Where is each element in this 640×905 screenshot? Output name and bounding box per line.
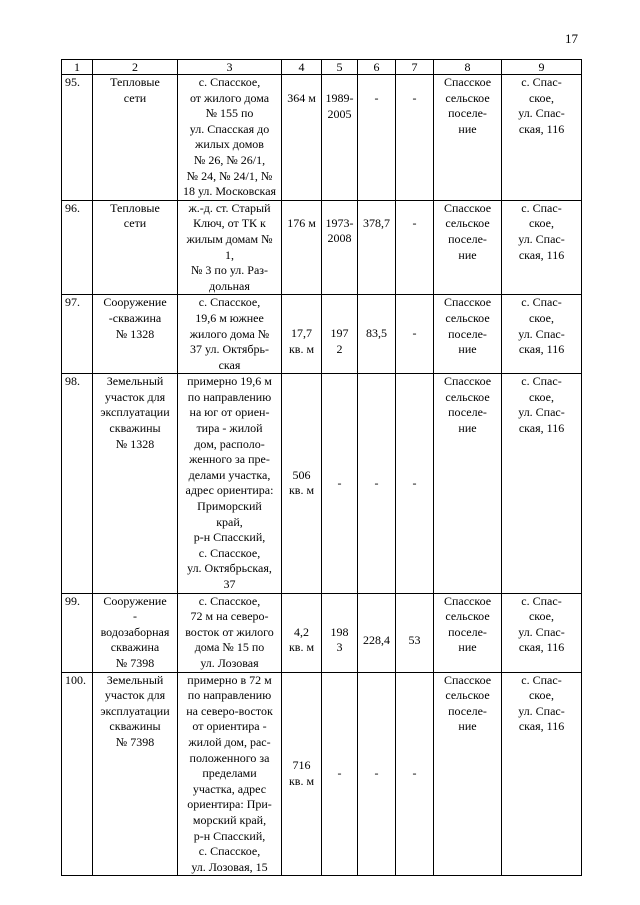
table-row xyxy=(62,75,582,201)
object-name: Сооружение -скважина № 1328 xyxy=(93,295,178,374)
column-header: 1 xyxy=(62,60,93,75)
column-header: 8 xyxy=(434,60,502,75)
column-header: 3 xyxy=(178,60,282,75)
object-location: с. Спасское, 19,6 м южнее жилого дома № 37 ул. Октябрь- ская xyxy=(178,295,282,374)
object-size: 506 кв. м xyxy=(282,374,322,593)
object-size: 716 кв. м xyxy=(282,672,322,876)
column-6-value: 378,7 xyxy=(358,200,396,295)
owner: Спасское сельское поселе- ние xyxy=(434,200,502,295)
owner: Спасское сельское поселе- ние xyxy=(434,672,502,876)
object-name: Земельный участок для эксплуатации скважины № 7398 xyxy=(93,672,178,876)
column-6-value: 83,5 xyxy=(358,295,396,374)
object-size: 176 м xyxy=(282,200,322,295)
column-6-value: - xyxy=(358,374,396,593)
owner-address: с. Спас- ское, ул. Спас- ская, 116 xyxy=(502,295,582,374)
owner-address: с. Спас- ское, ул. Спас- ская, 116 xyxy=(502,374,582,593)
table-row xyxy=(62,295,582,374)
object-year: 198 3 xyxy=(322,593,358,672)
object-size: 4,2 кв. м xyxy=(282,593,322,672)
owner: Спасское сельское поселе- ние xyxy=(434,593,502,672)
column-header: 9 xyxy=(502,60,582,75)
column-6-value: 228,4 xyxy=(358,593,396,672)
column-7-value: - xyxy=(396,295,434,374)
column-header: 2 xyxy=(93,60,178,75)
row-number: 95. xyxy=(62,75,93,201)
table-row xyxy=(62,672,582,876)
row-number: 98. xyxy=(62,374,93,593)
table-row xyxy=(62,200,582,295)
row-number: 99. xyxy=(62,593,93,672)
table-row xyxy=(62,374,582,593)
object-name: Земельный участок для эксплуатации скважины № 1328 xyxy=(93,374,178,593)
column-header: 5 xyxy=(322,60,358,75)
owner: Спасское сельское поселе- ние xyxy=(434,295,502,374)
table-row xyxy=(62,593,582,672)
object-location: с. Спасское, 72 м на северо- восток от жилого дома № 15 по ул. Лозовая xyxy=(178,593,282,672)
column-header: 4 xyxy=(282,60,322,75)
column-7-value: 53 xyxy=(396,593,434,672)
column-7-value: - xyxy=(396,672,434,876)
object-location: примерно 19,6 м по направлению на юг от ориен- тира - жилой дом, располо- женного за пре- делами участка, адрес ориентира: Приморский край, р-н Спасский, с. Спасское, ул. Октябрьская, 37 xyxy=(178,374,282,593)
owner: Спасское сельское поселе- ние xyxy=(434,374,502,593)
column-7-value: - xyxy=(396,75,434,201)
property-table xyxy=(61,59,582,876)
owner-address: с. Спас- ское, ул. Спас- ская, 116 xyxy=(502,593,582,672)
object-year: - xyxy=(322,374,358,593)
object-year: - xyxy=(322,672,358,876)
object-size: 17,7 кв. м xyxy=(282,295,322,374)
object-name: Тепловые сети xyxy=(93,200,178,295)
page-number: 17 xyxy=(565,31,578,46)
object-name: Тепловые сети xyxy=(93,75,178,201)
object-size: 364 м xyxy=(282,75,322,201)
column-7-value: - xyxy=(396,374,434,593)
object-year: 1989- 2005 xyxy=(322,75,358,201)
owner-address: с. Спас- ское, ул. Спас- ская, 116 xyxy=(502,75,582,201)
column-6-value: - xyxy=(358,75,396,201)
row-number: 97. xyxy=(62,295,93,374)
object-name: Сооружение - водозаборная скважина № 7398 xyxy=(93,593,178,672)
owner: Спасское сельское поселе- ние xyxy=(434,75,502,201)
owner-address: с. Спас- ское, ул. Спас- ская, 116 xyxy=(502,672,582,876)
row-number: 96. xyxy=(62,200,93,295)
object-location: примерно в 72 м по направлению на северо-восток от ориентира - жилой дом, рас- положенного за пределами участка, адрес ориентира: При- морский край, р-н Спасский, с. Спасское, ул. Лозовая, 15 xyxy=(178,672,282,876)
header-row xyxy=(62,60,582,75)
column-header: 7 xyxy=(396,60,434,75)
object-year: 197 2 xyxy=(322,295,358,374)
object-year: 1973- 2008 xyxy=(322,200,358,295)
row-number: 100. xyxy=(62,672,93,876)
column-7-value: - xyxy=(396,200,434,295)
column-header: 6 xyxy=(358,60,396,75)
object-location: ж.-д. ст. Старый Ключ, от ТК к жилым домам № 1, № 3 по ул. Раз- дольная xyxy=(178,200,282,295)
owner-address: с. Спас- ское, ул. Спас- ская, 116 xyxy=(502,200,582,295)
column-6-value: - xyxy=(358,672,396,876)
object-location: с. Спасское, от жилого дома № 155 по ул. Спасская до жилых домов № 26, № 26/1, № 24, № 24/1, № 18 ул. Московская xyxy=(178,75,282,201)
